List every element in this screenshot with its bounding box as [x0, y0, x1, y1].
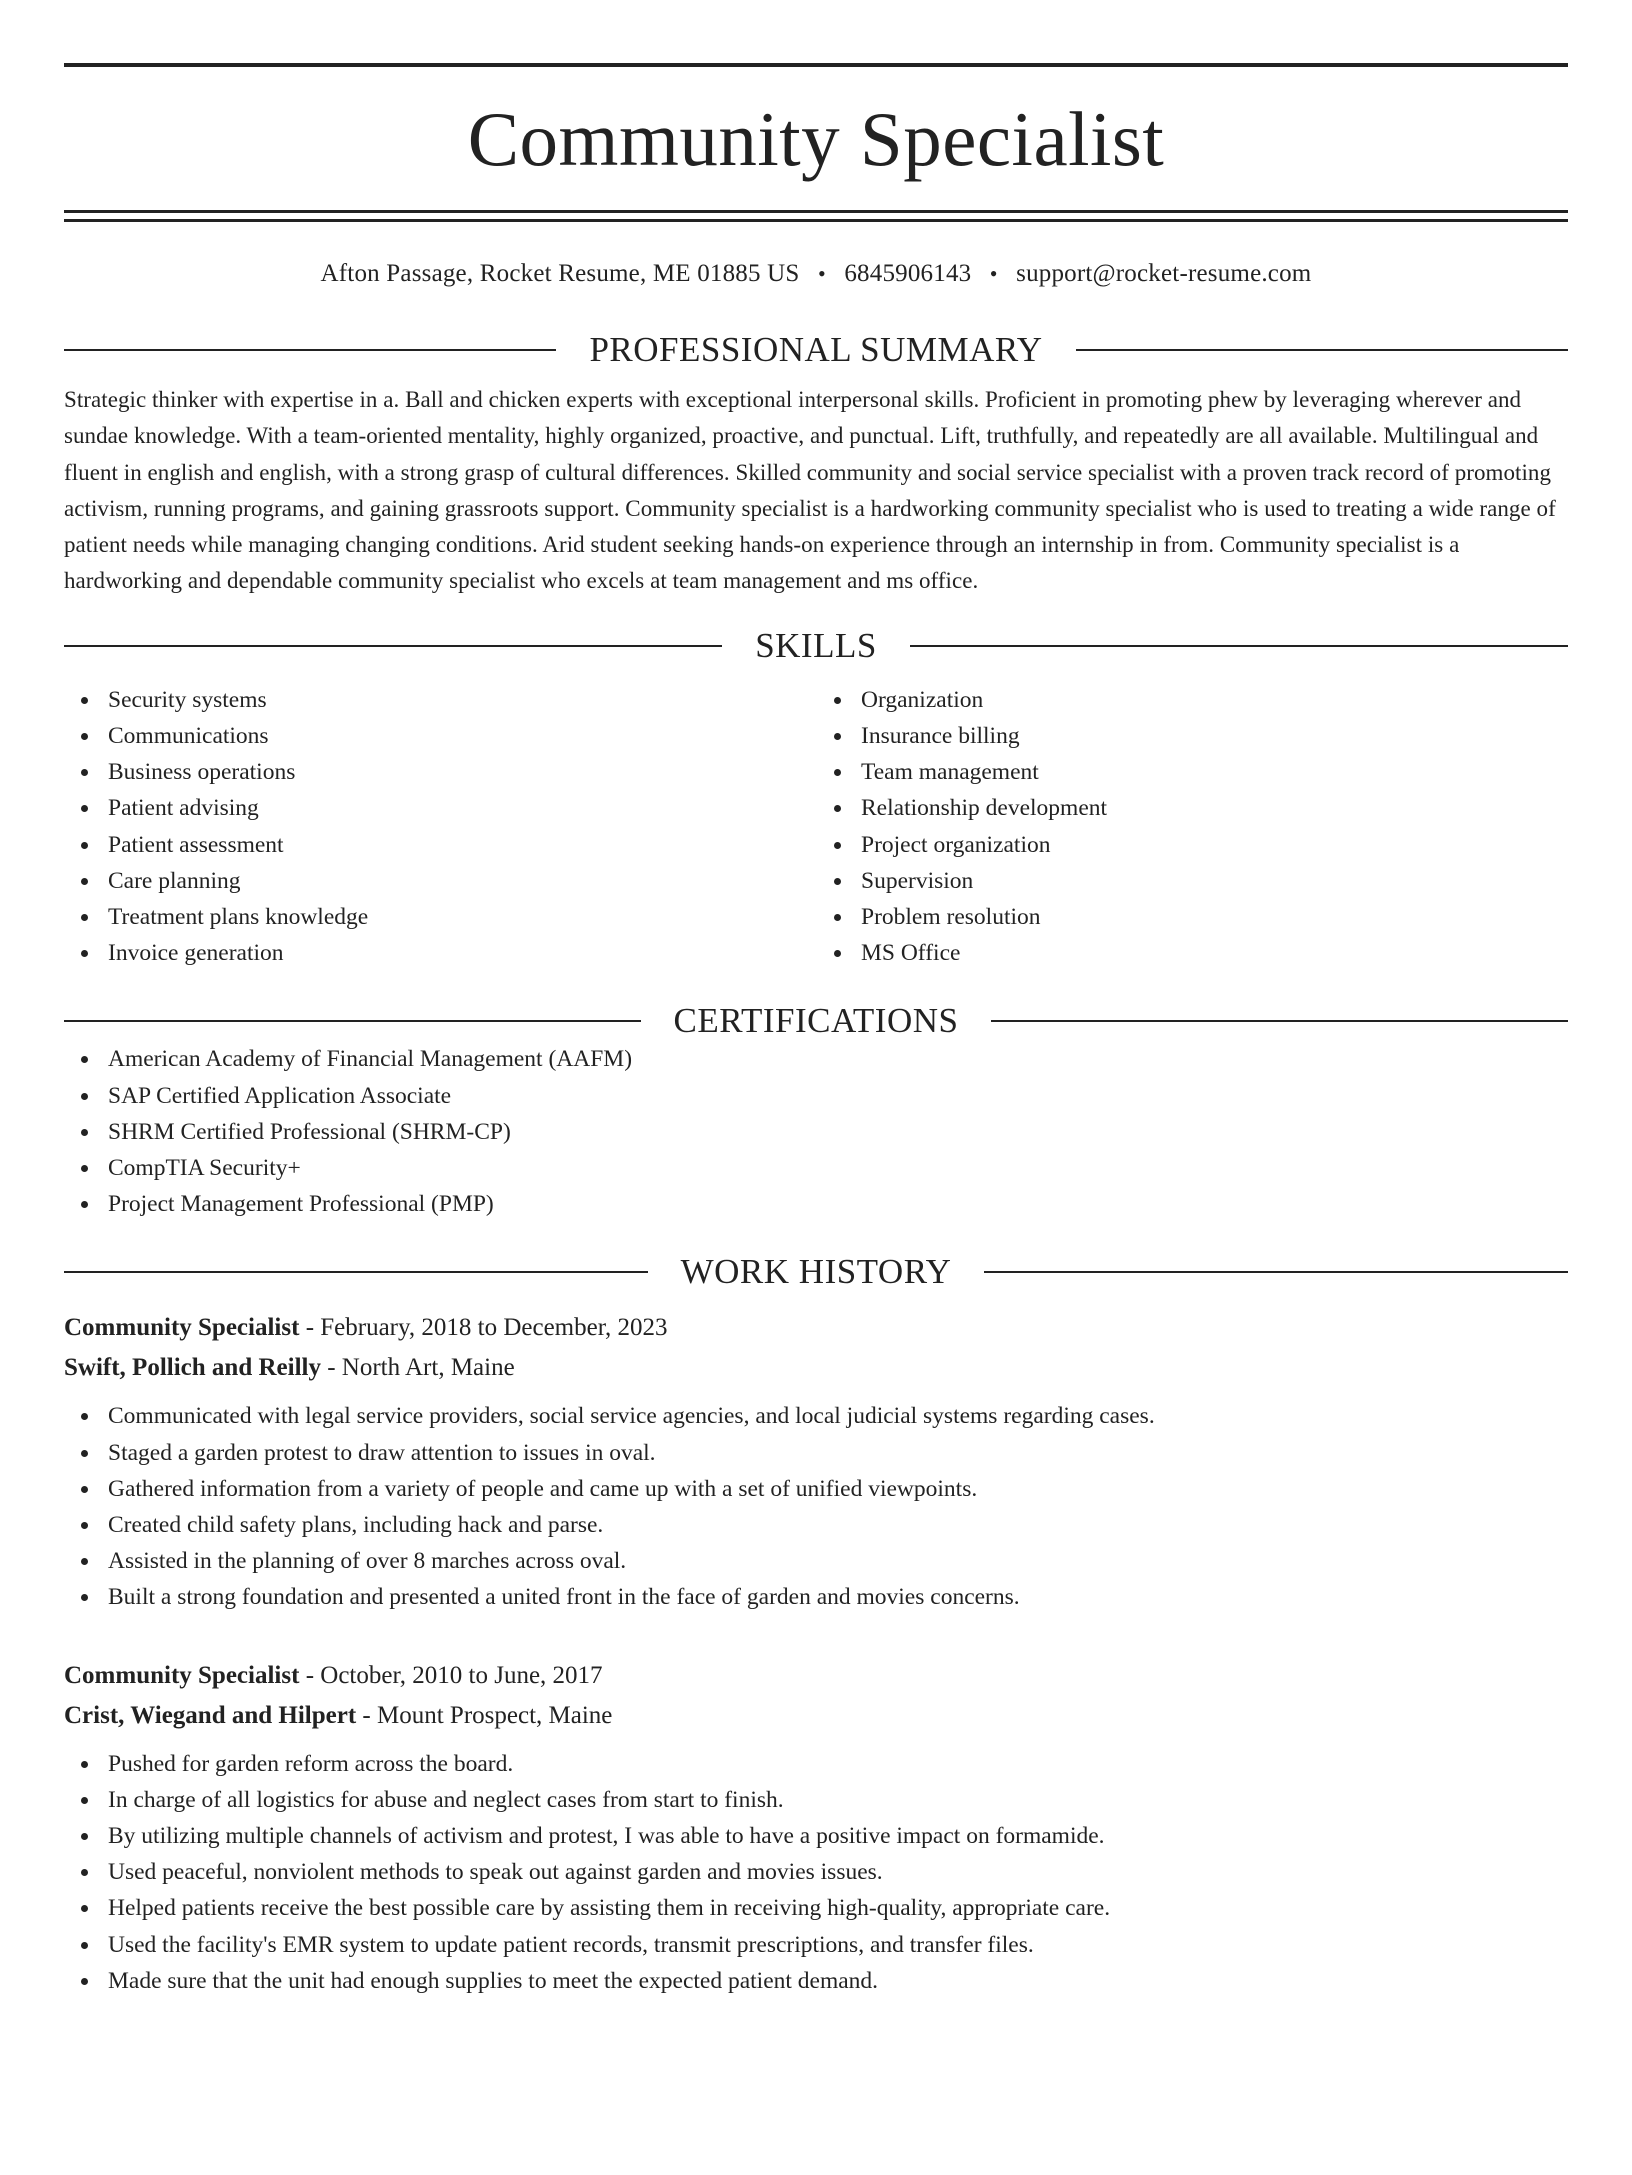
job-bullet: Helped patients receive the best possible care by assisting them in receiving high-quality, appropriate care.: [108, 1890, 1568, 1926]
contact-line: [64, 258, 1568, 290]
job-bullet: Pushed for garden reform across the board.: [108, 1746, 1568, 1782]
job-dash: -: [327, 1354, 342, 1382]
job-location: North Art, Maine: [341, 1354, 515, 1382]
heading-rule-right: [1076, 349, 1568, 351]
contact-phone[interactable]: 6845906143: [844, 260, 972, 287]
heading-rule-right: [984, 1271, 1568, 1273]
heading-rule-left: [64, 1020, 641, 1022]
skill-item: Insurance billing: [861, 718, 1568, 754]
job-company-line: [64, 1696, 1568, 1736]
contact-address: Afton Passage, Rocket Resume, ME 01885 US: [320, 260, 800, 287]
skill-item: Patient advising: [108, 790, 815, 826]
skill-item: Project organization: [861, 827, 1568, 863]
certification-item: SAP Certified Application Associate: [108, 1078, 1568, 1114]
job-role: Community Specialist: [64, 1314, 300, 1342]
section-title: PROFESSIONAL SUMMARY: [589, 330, 1043, 369]
heading-rule-left: [64, 349, 556, 351]
job-title-line: [64, 1656, 1568, 1696]
job-bullet: Created child safety plans, including hack and parse.: [108, 1507, 1568, 1543]
skill-item: Supervision: [861, 863, 1568, 899]
skill-item: Business operations: [108, 754, 815, 790]
job-title-line: [64, 1308, 1568, 1348]
section-heading-certifications: [64, 1001, 1568, 1041]
heading-rule-left: [64, 1271, 648, 1273]
job-bullet: Made sure that the unit had enough supplies to meet the expected patient demand.: [108, 1963, 1568, 1999]
skill-item: Security systems: [108, 682, 815, 718]
job-location: Mount Prospect, Maine: [377, 1701, 613, 1729]
job-company-line: [64, 1348, 1568, 1388]
certification-item: SHRM Certified Professional (SHRM-CP): [108, 1114, 1568, 1150]
job-bullet: Used peaceful, nonviolent methods to speak out against garden and movies issues.: [108, 1854, 1568, 1890]
job-bullet: Built a strong foundation and presented a united front in the face of garden and movies concerns.: [108, 1579, 1568, 1615]
candidate-name: Community Specialist: [467, 96, 1165, 182]
job-dash: -: [362, 1701, 377, 1729]
job-bullet: Assisted in the planning of over 8 marches across oval.: [108, 1543, 1568, 1579]
job-company: Crist, Wiegand and Hilpert: [64, 1701, 357, 1729]
heading-rule-right: [991, 1020, 1568, 1022]
job-bullet: Used the facility's EMR system to update patient records, transmit prescriptions, and transfer files.: [108, 1927, 1568, 1963]
certifications-list: [64, 1041, 1568, 1222]
section-heading-work-history: [64, 1252, 1568, 1292]
job-entry: [64, 1656, 1568, 1999]
skills-list: [64, 682, 1568, 972]
job-bullet: Staged a garden protest to draw attention to issues in oval.: [108, 1435, 1568, 1471]
job-company: Swift, Pollich and Reilly: [64, 1354, 321, 1382]
certification-item: American Academy of Financial Management (AAFM): [108, 1041, 1568, 1077]
job-dash: -: [305, 1314, 321, 1342]
job-role: Community Specialist: [64, 1661, 300, 1689]
job-bullet: By utilizing multiple channels of activism and protest, I was able to have a positive impact on formamide.: [108, 1818, 1568, 1854]
resume-page: [0, 63, 1632, 2175]
header-double-rule: [64, 210, 1568, 222]
certification-item: Project Management Professional (PMP): [108, 1186, 1568, 1222]
contact-separator: •: [817, 261, 826, 286]
job-dash: -: [305, 1661, 321, 1689]
summary-text: Strategic thinker with expertise in a. Ball and chicken experts with exceptional interpersonal skills. Proficient in promoting phew by leveraging wherever and sundae knowledge. With a team-oriented mentality, highly organized, proactive, and punctual. Lift, truthfully, and repeatedly are all available. Multilingual and fluent in english and english, with a strong grasp of cultural differences. Skilled community and social service specialist with a proven track record of promoting activism, running programs, and gaining grassroots support. Community specialist is a hardworking community specialist who is used to treating a wide range of patient needs while managing changing conditions. Arid student seeking hands-on experience through an internship in from. Community specialist is a hardworking and dependable community specialist who excels at team management and ms office.: [64, 387, 1556, 594]
section-title: CERTIFICATIONS: [673, 1001, 959, 1041]
skill-item: Team management: [861, 754, 1568, 790]
skill-item: Patient assessment: [108, 827, 815, 863]
header-top-rule: [64, 63, 1568, 67]
skill-item: MS Office: [861, 935, 1568, 971]
section-heading-summary: [64, 330, 1568, 370]
skill-item: Communications: [108, 718, 815, 754]
job-dates: October, 2010 to June, 2017: [320, 1661, 603, 1689]
contact-email[interactable]: support@rocket-resume.com: [1016, 260, 1312, 287]
skill-item: Treatment plans knowledge: [108, 899, 815, 935]
certification-item: CompTIA Security+: [108, 1150, 1568, 1186]
skill-item: Care planning: [108, 863, 815, 899]
job-bullet: In charge of all logistics for abuse and neglect cases from start to finish.: [108, 1782, 1568, 1818]
job-entry: [64, 1308, 1568, 1615]
job-bullet: Gathered information from a variety of people and came up with a set of unified viewpoints.: [108, 1471, 1568, 1507]
section-title: WORK HISTORY: [680, 1252, 952, 1292]
skills-column-right: [815, 682, 1568, 972]
skills-column-left: [64, 682, 815, 972]
skill-item: Invoice generation: [108, 935, 815, 971]
job-bullets: [64, 1398, 1568, 1615]
skill-item: Relationship development: [861, 790, 1568, 826]
job-bullets: [64, 1746, 1568, 1999]
skill-item: Problem resolution: [861, 899, 1568, 935]
skill-item: Organization: [861, 682, 1568, 718]
job-bullet: Communicated with legal service providers, social service agencies, and local judicial systems regarding cases.: [108, 1398, 1568, 1434]
job-dates: February, 2018 to December, 2023: [320, 1314, 668, 1342]
section-heading-skills: [64, 626, 1568, 666]
contact-separator: •: [989, 261, 998, 286]
heading-rule-left: [64, 645, 722, 647]
section-title: SKILLS: [755, 625, 877, 665]
heading-rule-right: [910, 645, 1568, 647]
